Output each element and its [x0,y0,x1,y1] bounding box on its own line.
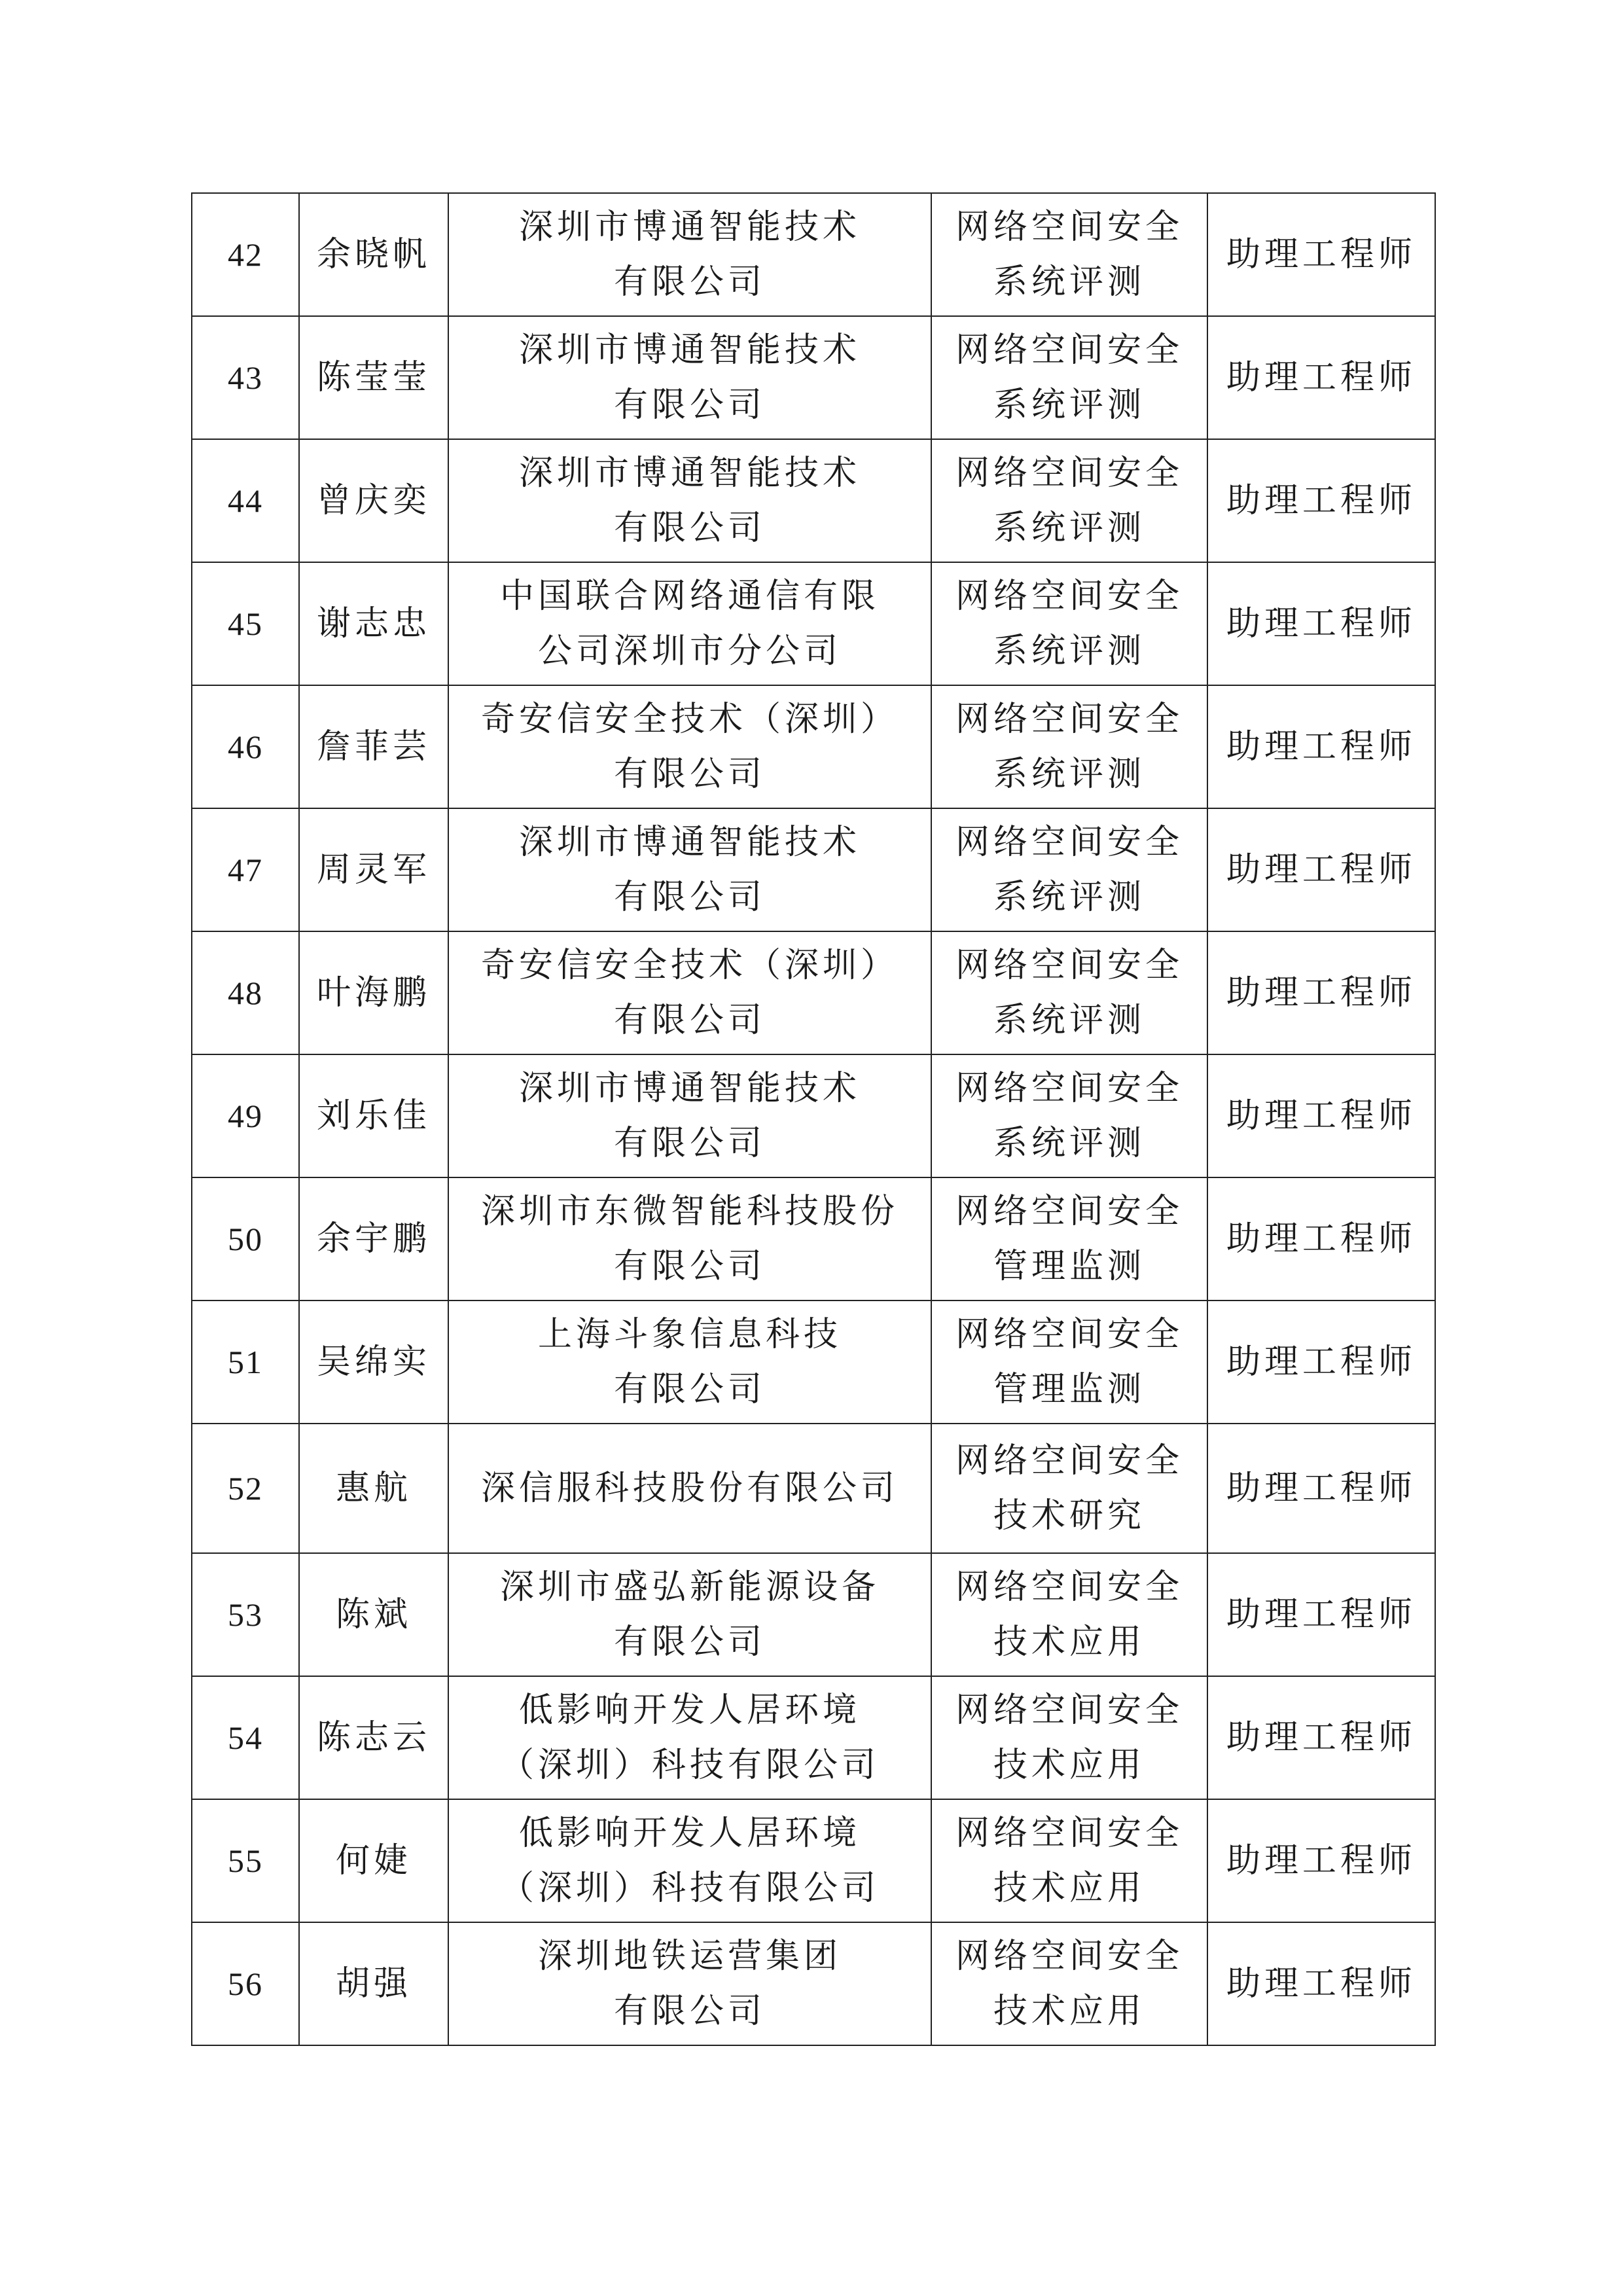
level-cell: 助理工程师 [1207,685,1435,808]
direction-cell [931,808,1207,931]
direction-line: 技术研究 [993,1496,1145,1535]
direction-cell [931,1922,1207,2045]
table-row [192,808,1435,931]
company-line: 有限公司 [613,878,766,917]
direction-line: 系统评测 [993,262,1145,302]
direction-line: 技术应用 [993,1869,1145,1908]
level-cell: 助理工程师 [1207,1424,1435,1553]
direction-cell [931,1300,1207,1424]
name-cell: 何婕 [299,1799,448,1922]
name-cell: 余宇鹏 [299,1177,448,1300]
direction-line: 系统评测 [993,878,1145,917]
company-line: （深圳）科技有限公司 [499,1869,880,1908]
level-cell: 助理工程师 [1207,1054,1435,1177]
company-line: 有限公司 [613,1370,766,1409]
company-line: 深圳市博通智能技术 [518,1069,861,1108]
table-row [192,1054,1435,1177]
table-row [192,193,1435,316]
direction-cell [931,1054,1207,1177]
level-cell: 助理工程师 [1207,439,1435,562]
direction-cell [931,931,1207,1054]
direction-line: 网络空间安全 [955,331,1183,370]
level-cell: 助理工程师 [1207,1922,1435,2045]
direction-cell [931,1676,1207,1799]
table-row [192,1799,1435,1922]
table-row [192,1553,1435,1676]
direction-line: 网络空间安全 [955,1691,1183,1730]
company-line: 深圳市博通智能技术 [518,823,861,862]
direction-line: 管理监测 [993,1247,1145,1286]
row-number-cell: 55 [192,1799,299,1922]
table-row [192,931,1435,1054]
table-row [192,1424,1435,1553]
row-number-cell: 49 [192,1054,299,1177]
level-cell: 助理工程师 [1207,316,1435,439]
table-row [192,316,1435,439]
table-row [192,1676,1435,1799]
row-number-cell: 50 [192,1177,299,1300]
company-line: 深圳市博通智能技术 [518,454,861,493]
row-number-cell: 42 [192,193,299,316]
company-cell [448,1799,931,1922]
name-cell: 曾庆奕 [299,439,448,562]
company-cell [448,808,931,931]
row-number-cell: 44 [192,439,299,562]
table-row [192,562,1435,685]
name-cell: 吴绵实 [299,1300,448,1424]
company-cell [448,685,931,808]
company-cell [448,1300,931,1424]
level-cell: 助理工程师 [1207,1553,1435,1676]
name-cell: 周灵军 [299,808,448,931]
company-cell [448,1054,931,1177]
company-cell [448,1424,931,1553]
roster-body [192,193,1435,2045]
level-cell: 助理工程师 [1207,193,1435,316]
level-cell: 助理工程师 [1207,1676,1435,1799]
direction-line: 网络空间安全 [955,577,1183,616]
table-row [192,1922,1435,2045]
company-line: （深圳）科技有限公司 [499,1746,880,1785]
direction-line: 网络空间安全 [955,1568,1183,1607]
row-number-cell: 52 [192,1424,299,1553]
direction-cell [931,685,1207,808]
company-cell [448,439,931,562]
name-cell: 胡强 [299,1922,448,2045]
direction-line: 技术应用 [993,1623,1145,1662]
direction-line: 系统评测 [993,755,1145,794]
direction-cell [931,193,1207,316]
roster-table [191,192,1436,2046]
direction-cell [931,1553,1207,1676]
table-row [192,685,1435,808]
company-line: 低影响开发人居环境 [518,1691,861,1730]
company-line: 深圳市博通智能技术 [518,331,861,370]
name-cell: 陈莹莹 [299,316,448,439]
company-cell [448,1922,931,2045]
name-cell: 詹菲芸 [299,685,448,808]
direction-line: 网络空间安全 [955,454,1183,493]
company-cell [448,193,931,316]
row-number-cell: 45 [192,562,299,685]
company-cell [448,1553,931,1676]
company-cell [448,1676,931,1799]
row-number-cell: 47 [192,808,299,931]
direction-line: 网络空间安全 [955,700,1183,739]
direction-line: 网络空间安全 [955,1315,1183,1354]
company-line: 上海斗象信息科技 [537,1315,842,1354]
direction-line: 网络空间安全 [955,1937,1183,1976]
company-line: 深圳市博通智能技术 [518,207,861,247]
company-line: 中国联合网络通信有限 [499,577,880,616]
direction-cell [931,1424,1207,1553]
name-cell: 惠航 [299,1424,448,1553]
company-cell [448,562,931,685]
company-line: 低影响开发人居环境 [518,1814,861,1853]
row-number-cell: 46 [192,685,299,808]
direction-line: 管理监测 [993,1370,1145,1409]
direction-line: 系统评测 [993,1124,1145,1163]
direction-line: 网络空间安全 [955,1441,1183,1480]
company-line: 有限公司 [613,386,766,425]
direction-cell [931,316,1207,439]
company-line: 奇安信安全技术（深圳） [480,700,899,739]
name-cell: 陈斌 [299,1553,448,1676]
company-line: 有限公司 [613,1623,766,1662]
direction-line: 网络空间安全 [955,1192,1183,1231]
direction-line: 网络空间安全 [955,1814,1183,1853]
direction-line: 系统评测 [993,1001,1145,1040]
company-line: 奇安信安全技术（深圳） [480,946,899,985]
company-line: 深信服科技股份有限公司 [480,1469,899,1508]
company-cell [448,1177,931,1300]
direction-line: 网络空间安全 [955,946,1183,985]
table-row [192,1177,1435,1300]
direction-line: 网络空间安全 [955,1069,1183,1108]
direction-line: 技术应用 [993,1992,1145,2031]
name-cell: 叶海鹏 [299,931,448,1054]
company-cell [448,931,931,1054]
company-line: 有限公司 [613,1992,766,2031]
direction-line: 网络空间安全 [955,823,1183,862]
direction-line: 系统评测 [993,632,1145,671]
direction-cell [931,1799,1207,1922]
company-line: 有限公司 [613,755,766,794]
direction-line: 系统评测 [993,509,1145,548]
name-cell: 谢志忠 [299,562,448,685]
company-cell [448,316,931,439]
company-line: 有限公司 [613,1247,766,1286]
table-row [192,439,1435,562]
company-line: 深圳市盛弘新能源设备 [499,1568,880,1607]
row-number-cell: 51 [192,1300,299,1424]
company-line: 有限公司 [613,262,766,302]
level-cell: 助理工程师 [1207,1300,1435,1424]
company-line: 深圳市东微智能科技股份 [480,1192,899,1231]
direction-cell [931,562,1207,685]
row-number-cell: 48 [192,931,299,1054]
level-cell: 助理工程师 [1207,931,1435,1054]
table-row [192,1300,1435,1424]
company-line: 深圳地铁运营集团 [537,1937,842,1976]
direction-line: 网络空间安全 [955,207,1183,247]
direction-line: 技术应用 [993,1746,1145,1785]
row-number-cell: 56 [192,1922,299,2045]
level-cell: 助理工程师 [1207,1177,1435,1300]
name-cell: 刘乐佳 [299,1054,448,1177]
direction-cell [931,1177,1207,1300]
level-cell: 助理工程师 [1207,562,1435,685]
company-line: 有限公司 [613,1001,766,1040]
direction-line: 系统评测 [993,386,1145,425]
row-number-cell: 53 [192,1553,299,1676]
direction-cell [931,439,1207,562]
company-line: 公司深圳市分公司 [537,632,842,671]
name-cell: 余晓帆 [299,193,448,316]
row-number-cell: 54 [192,1676,299,1799]
row-number-cell: 43 [192,316,299,439]
name-cell: 陈志云 [299,1676,448,1799]
level-cell: 助理工程师 [1207,808,1435,931]
company-line: 有限公司 [613,509,766,548]
level-cell: 助理工程师 [1207,1799,1435,1922]
company-line: 有限公司 [613,1124,766,1163]
